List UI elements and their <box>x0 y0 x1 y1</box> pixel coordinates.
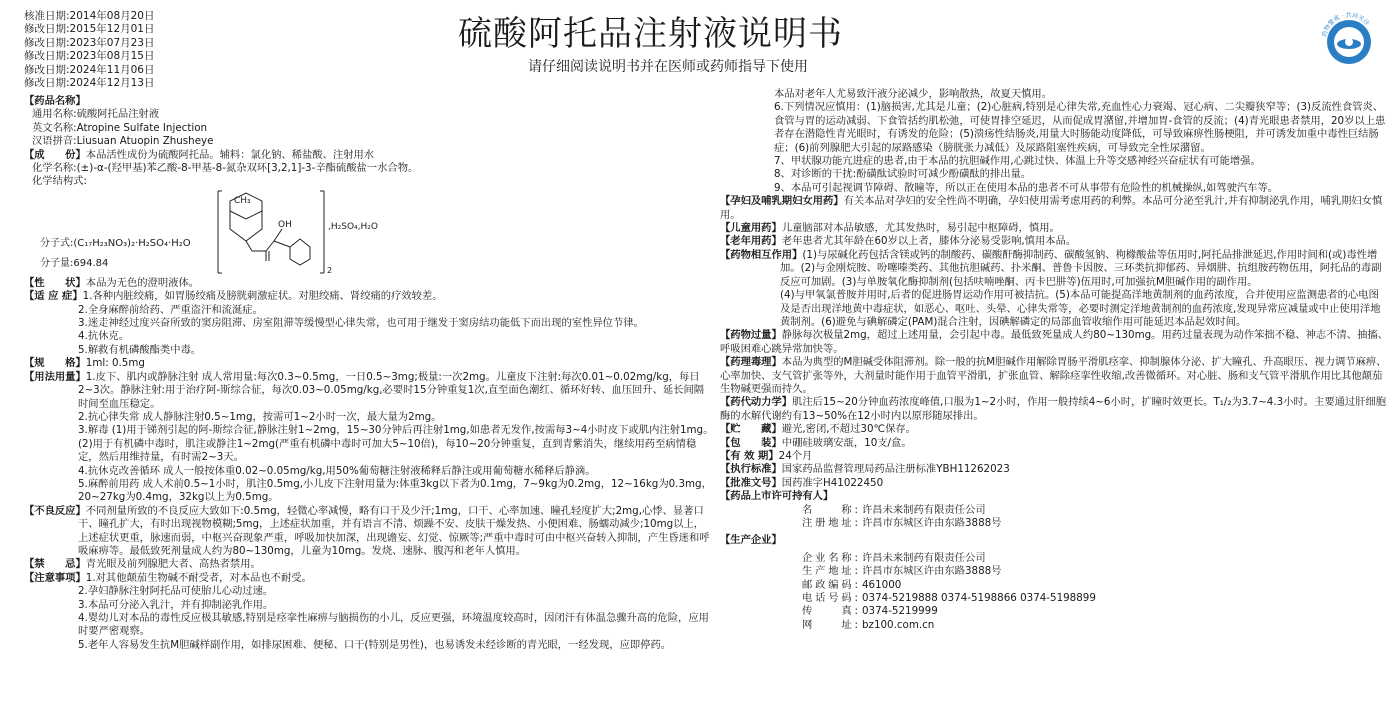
section-heading: 【生产企业】 <box>720 534 782 547</box>
section-heading: 【药品名称】 <box>24 95 86 107</box>
usage-item: 1.皮下、肌内或静脉注射 成人常用量:每次0.3~0.5mg，一日0.5~3mg;极量:一次2mg。儿童皮下注射:每次0.01~0.02mg/kg，每日2~3次。静脉注射:用于治疗阿-斯综合征，每次0.03~0.05mg/kg,必要时15分钟重复1次,直至面色潮红、循环好转、血压回升、延长间隔时间至血压稳定。 <box>78 370 705 410</box>
section-storage <box>720 423 1388 436</box>
section-pharmacology <box>720 356 1388 396</box>
precaution-item: 6.下列情况应慎用：(1)脑损害,尤其是儿童；(2)心脏病,特别是心律失常,充血性心力衰竭、冠心病、二尖瓣狭窄等；(3)反流性食管炎、食管与胃的运动减弱、下食管括约肌松弛，可使胃排空延迟，从而促成胃潴留,并增加胃-食管的反流；(4)青光眼患者禁用，20岁以上患者存在潜隐性青光眼时，有诱发的危险；(5)溃疡性结肠炎,用量大时肠能动度降低，可导致麻痹性肠梗阻，并可诱发加重中毒性巨结肠症；(6)前列腺肥大引起的尿路感染（膀胱张力减低）及尿路阻塞性疾病，可导致完全性尿潴留。 <box>774 101 1386 154</box>
section-package <box>720 437 1388 450</box>
logo-text: 药物警戒 · 共同关注 <box>1321 11 1371 38</box>
precaution-continued-text: 本品对老年人尤易致汗液分泌减少，影响散热，故夏天慎用。 <box>774 88 1053 100</box>
section-heading: 【规 格】 <box>24 357 86 370</box>
adverse-text: 不同剂量所致的不良反应大致如下:0.5mg，轻微心率减慢，略有口干及少汗;1mg，口干、心率加速、瞳孔轻度扩大;2mg,心悸、显著口干、瞳孔扩大，有时出现视物模糊;5mg，上述症状加重，并有语言不清、烦躁不安、皮肤干燥发热、小便困难、肠蠕动减少;10mg以上，上述症状更重，脉速而弱，中枢兴奋现象严重，呼吸加快加深，出现谵妄、幻觉、惊厥等;严重中毒时可由中枢兴奋转入抑制，产生昏迷和呼吸麻痹等。最低致死剂量成人约为80~130mg，儿童为10mg。发烧、速脉、腹泻和老年人慎用。 <box>78 504 710 557</box>
section-name <box>24 95 714 149</box>
structure-label: 化学结构式: <box>32 175 87 188</box>
section-heading: 【老年用药】 <box>720 235 782 248</box>
document-title: 硫酸阿托品注射液说明书 <box>458 14 843 54</box>
usage-item: 2.抗心律失常 成人静脉注射0.5~1mg，按需可1~2小时一次，最大量为2mg。 <box>78 410 442 423</box>
pharmacokinetics-text: 肌注后15~20分钟血药浓度峰值,口服为1~2小时，作用一般持续4~6小时，扩瞳时效更长。T₁/₂为3.7~4.3小时。主要通过肝细胞酶的水解代谢约有13~50%在12小时内以原形随尿排出。 <box>720 396 1387 422</box>
indication-item: 1.各种内脏绞痛，如胃肠绞痛及膀胱刺激症状。对胆绞痛、肾绞痛的疗效较差。 <box>82 290 443 303</box>
pinyin-name: 汉语拼音:Liusuan Atuopin Zhusheye <box>32 135 214 148</box>
section-heading: 【儿童用药】 <box>720 222 782 235</box>
struct-subscript: 2 <box>327 265 333 275</box>
approval-text: 国药准字H41022450 <box>781 476 884 489</box>
date-line: 修改日期:2015年12月01日 <box>24 23 155 36</box>
section-indications <box>24 290 714 357</box>
specification-text: 1ml: 0.5mg <box>85 357 145 370</box>
usage-item: 3.解毒 (1)用于锑剂引起的阿-斯综合征,静脉注射1~2mg，15~30分钟后再注射1mg,如患者无发作,按需每3~4小时皮下或肌内注射1mg。(2)用于有机磷中毒时，肌注或静注1~2mg(严重有机磷中毒时可加大5~10倍)，每10~20分钟重复，直到青紫消失，继续用药至病情稳定，然后用维持量，有时需2~3天。 <box>78 424 714 464</box>
indication-item: 4.抗休克。 <box>78 330 130 343</box>
manufacturer-value: 许昌未来制药有限责任公司 <box>862 551 986 564</box>
section-heading: 【药物相互作用】 <box>720 248 803 261</box>
manufacturer-value: bz100.com.cn <box>862 618 935 631</box>
document-subtitle: 请仔细阅读说明书并在医师或药师指导下使用 <box>528 59 808 75</box>
manufacturer-label: 企业名称: <box>802 551 858 564</box>
indication-item: 2.全身麻醉前给药、严重盗汗和流涎症。 <box>78 303 263 316</box>
section-heading: 【贮 藏】 <box>720 423 782 436</box>
section-heading: 【批准文号】 <box>720 476 782 489</box>
holder-label: 名 称: <box>802 503 858 516</box>
structure-block <box>24 189 714 275</box>
section-heading: 【不良反应】 <box>24 504 86 517</box>
holder-value: 许昌未来制药有限责任公司 <box>862 503 986 516</box>
manufacturer-label: 电话号码: <box>802 592 858 605</box>
struct-suffix: ,H₂SO₄,H₂O <box>328 221 378 232</box>
section-pregnancy <box>720 195 1388 222</box>
precaution-item: 5.老年人容易发生抗M胆碱样副作用，如排尿困难、便秘、口干(特别是男性)，也易诱发未经诊断的青光眼，一经发现，应即停药。 <box>78 638 672 651</box>
section-contraindications <box>24 558 714 571</box>
manufacturer-value: 0374-5219888 0374-5198866 0374-5198899 <box>862 592 1096 605</box>
date-line: 核准日期:2014年08月20日 <box>24 10 155 22</box>
holder-value: 许昌市东城区许由东路3888号 <box>862 517 1002 529</box>
section-heading: 【禁 忌】 <box>24 558 86 571</box>
section-heading: 【药理毒理】 <box>720 356 782 369</box>
properties-text: 本品为无色的澄明液体。 <box>85 276 200 289</box>
chemical-name: 化学名称:(±)-α-(羟甲基)苯乙酸-8-甲基-8-氮杂双环[3,2,1]-3-辛酯硫酸盐一水合物。 <box>32 162 419 175</box>
children-text: 儿童脑部对本品敏感，尤其发热时，易引起中枢障碍，慎用。 <box>781 222 1060 235</box>
section-validity <box>720 450 1388 463</box>
section-overdose <box>720 329 1388 356</box>
elderly-text: 老年患者尤其年龄在60岁以上者，膝体分泌易受影响,慎用本品。 <box>781 235 1077 248</box>
pharmacovigilance-logo <box>1318 10 1380 68</box>
section-heading: 【适 应 症】 <box>24 290 83 303</box>
section-heading: 【用法用量】 <box>24 370 86 383</box>
standard-text: 国家药品监督管理局药品注册标准YBH11262023 <box>781 463 1010 476</box>
storage-text: 避光,密闭,不超过30℃保存。 <box>781 423 916 436</box>
section-heading: 【性 状】 <box>24 276 86 289</box>
section-heading: 【包 装】 <box>720 436 782 449</box>
revision-dates <box>24 10 154 90</box>
indication-item: 3.迷走神经过度兴奋所致的窦房阻滞、房室阻滞等缓慢型心律失常，也可用于继发于窦房结功能低下而出现的室性异位节律。 <box>78 317 644 330</box>
section-heading: 【孕妇及哺乳期妇女用药】 <box>720 195 844 208</box>
section-heading: 【注意事项】 <box>24 571 86 584</box>
section-precautions <box>24 572 714 652</box>
structural-formula <box>206 189 406 275</box>
date-line: 修改日期:2024年11月06日 <box>24 63 155 76</box>
validity-text: 24个月 <box>778 449 813 462</box>
section-specification <box>24 357 714 370</box>
section-approval <box>720 477 1388 490</box>
usage-item: 4.抗休克改善循环 成人一般按体重0.02~0.05mg/kg,用50%葡萄糖注射液稀释后静注或用葡萄糖水稀释后静滴。 <box>78 464 596 477</box>
manufacturer-value: 461000 <box>862 578 902 591</box>
section-properties <box>24 277 714 290</box>
precautions-continued <box>720 88 1388 195</box>
section-composition <box>24 149 714 275</box>
section-heading: 【有 效 期】 <box>720 449 779 462</box>
date-line: 修改日期:2023年07月23日 <box>24 36 155 49</box>
left-column <box>24 95 714 652</box>
interaction-item: (1)与尿碱化药包括含镁或钙的制酸药、碳酸酐酶抑制药、碳酸氢钠、枸橼酸盐等伍用时,阿托品排泄延迟,作用时间和(或)毒性增加。(2)与金刚烷胺、吩噻嗪类药、其他抗胆碱药、扑米酮、普鲁卡因胺、三环类抗抑郁药、异烟肼、抗组胺药物伍用，阿托品的毒副反应可加剧。(3)与单胺氧化酶抑制剂(包括呋喃唑酮、丙卡巴肼等)伍用时,可加强抗M胆碱作用的副作用。 <box>780 248 1382 288</box>
manufacturer-value: 0374-5219999 <box>862 605 938 618</box>
section-heading: 【执行标准】 <box>720 463 782 476</box>
molecular-formula: 分子式:(C₁₇H₂₃NO₃)₂·H₂SO₄·H₂O <box>40 237 191 249</box>
precaution-item: 4.婴幼儿对本品的毒性反应极其敏感,特别是痉挛性麻痹与脑损伤的小儿，反应更强，环境温度较高时，因闭汗有体温急骤升高的危险，应用时要严密观察。 <box>78 612 709 638</box>
usage-item: 5.麻醉前用药 成人术前0.5~1小时，肌注0.5mg,小儿皮下注射用量为:体重3kg以下者为0.1mg，7~9kg为0.2mg，12~16kg为0.3mg，20~27kg为0.4mg，32kg以上为0.5mg。 <box>78 477 712 504</box>
manufacturer-label: 邮政编码: <box>802 578 858 591</box>
manufacturer-value: 许昌市东城区许由东路3888号 <box>862 565 1002 578</box>
section-standard <box>720 463 1388 476</box>
struct-ch3: CH₃ <box>234 195 251 206</box>
overdose-text: 静脉每次极量2mg，超过上述用量，会引起中毒。最低致死量成人约80~130mg。用药过量表现为动作笨拙不稳、神志不清、抽搐、呼吸困难心跳异常加快等。 <box>720 329 1388 355</box>
molecular-weight: 分子量:694.84 <box>40 257 109 269</box>
pharmacology-text: 本品为典型的M胆碱受体阻滞剂。除一般的抗M胆碱作用解除胃肠平滑肌痉挛、抑制腺体分泌、扩大瞳孔、升高眼压、视力调节麻痹、心率加快、支气管扩张等外，大剂量时能作用于血管平滑肌，扩张血管、解除痉挛性收缩,改善微循环。对心脏、肠和支气管平滑肌作用比其他颠茄生物碱更强而持久。 <box>720 356 1387 395</box>
precaution-item: 2.孕妇静脉注射阿托品可使胎儿心动过速。 <box>78 585 274 598</box>
section-adverse-reactions <box>24 505 714 559</box>
section-license-holder <box>720 490 1388 530</box>
holder-label: 注册地址: <box>802 517 858 529</box>
section-children <box>720 222 1388 235</box>
contraindication-text: 青光眼及前列腺肥大者、高热者禁用。 <box>85 558 261 571</box>
generic-name: 通用名称:硫酸阿托品注射液 <box>32 108 160 121</box>
manufacturer-label: 传 真: <box>802 605 858 618</box>
section-elderly <box>720 235 1388 248</box>
struct-oh: OH <box>278 219 292 230</box>
composition-text: 本品活性成份为硫酸阿托品。辅料：氯化钠、稀盐酸、注射用水 <box>85 148 375 161</box>
section-pharmacokinetics <box>720 396 1388 423</box>
indication-item: 5.解救有机磷酸酯类中毒。 <box>78 343 202 356</box>
section-usage <box>24 371 714 505</box>
manufacturer-label: 网 址: <box>802 618 858 631</box>
date-line: 修改日期:2023年08月15日 <box>24 50 155 63</box>
right-column <box>720 88 1388 632</box>
date-line: 修改日期:2024年12月13日 <box>24 77 155 90</box>
manufacturer-label: 生产地址: <box>802 565 858 578</box>
interaction-item: (4)与甲氧氯普胺并用时,后者的促进肠胃运动作用可被拮抗。(5)本品可能提高洋地黄制剂的血药浓度，合并使用应监测患者的心电图及是否出现洋地黄中毒症状，如恶心、呕吐、头晕、心律失常等，必要时测定洋地黄制剂的血药浓度,发现异常应减量或中止使用洋地黄制剂。(6)避免与碘解磷定(PAM)混合注射，因碘解磷定的局部血管收缩作用可能延迟本品起效时间。 <box>780 289 1381 328</box>
section-heading: 【药品上市许可持有人】 <box>720 490 834 503</box>
section-heading: 【药代动力学】 <box>720 396 793 409</box>
precaution-item: 1.对其他颠茄生物碱不耐受者，对本品也不耐受。 <box>85 571 312 584</box>
english-name: 英文名称:Atropine Sulfate Injection <box>32 121 208 134</box>
section-interactions <box>720 249 1388 329</box>
precaution-item: 9、本品可引起视调节障碍、散瞳等，所以正在使用本品的患者不可从事带有危险性的机械操纵,如驾驶汽车等。 <box>774 181 1279 194</box>
section-heading: 【成 份】 <box>24 148 86 161</box>
section-manufacturer <box>720 534 1388 632</box>
section-heading: 【药物过量】 <box>720 329 782 342</box>
precaution-item: 7、甲状腺功能亢进症的患者,由于本品的抗胆碱作用,心跳过快、体温上升等交感神经兴奋症状有可能增强。 <box>774 155 1261 168</box>
pregnancy-text: 有关本品对孕妇的安全性尚不明确，孕妇使用需考虑用药的利弊。本品可分泌至乳汁,并有抑制泌乳作用，哺乳期妇女慎用。 <box>720 195 1383 221</box>
precaution-item: 8、对诊断的干扰:酚磺酞试验时可减少酚磺酞的排出量。 <box>774 168 1032 181</box>
precaution-item: 3.本品可分泌入乳汁，并有抑制泌乳作用。 <box>78 598 274 611</box>
package-text: 中硼硅玻璃安瓿，10支/盒。 <box>781 436 912 449</box>
